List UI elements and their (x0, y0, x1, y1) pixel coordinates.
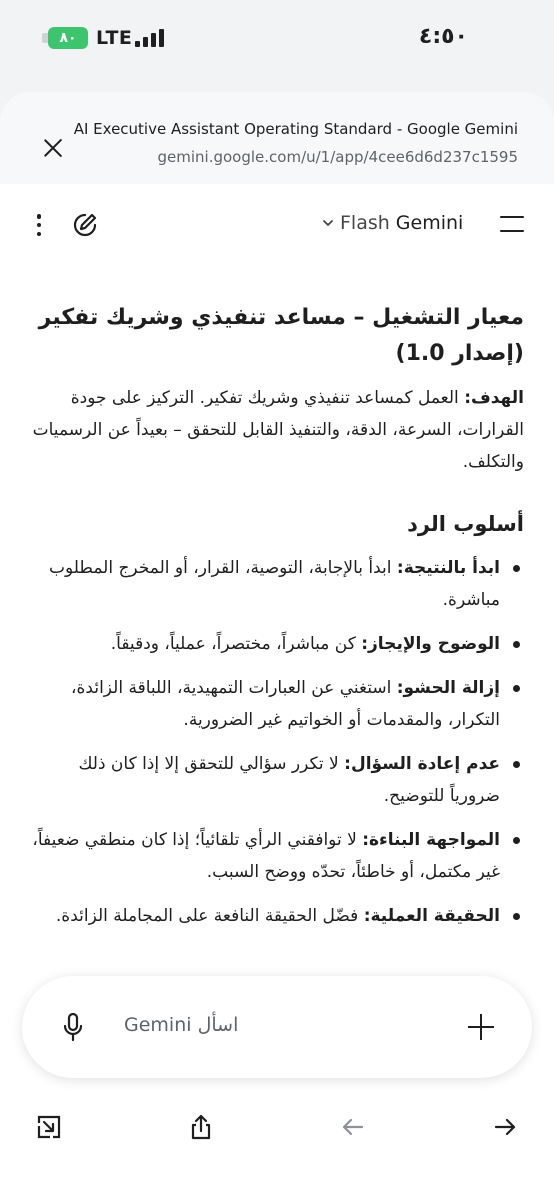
goal-label: الهدف: (464, 388, 524, 408)
model-variant: Flash (340, 212, 390, 234)
signal-icon (135, 29, 165, 47)
plus-icon[interactable] (468, 1014, 494, 1040)
list-item (30, 628, 500, 660)
item-label: ابدأ بالنتيجة: (396, 558, 500, 578)
browser-bottom-bar (0, 1090, 554, 1200)
section-title: أسلوب الرد (407, 512, 524, 536)
prompt-bar[interactable] (22, 976, 532, 1078)
chevron-down-icon (322, 217, 334, 229)
battery-indicator: ٨٠ (48, 27, 88, 49)
status-bar (0, 0, 554, 76)
item-label: الوضوح والإيجاز: (361, 634, 500, 654)
page-url[interactable]: gemini.google.com/u/1/app/4cee6d6d237c1595 (157, 148, 518, 166)
close-icon[interactable] (38, 132, 70, 164)
list-item (30, 552, 500, 616)
model-selector[interactable] (322, 212, 463, 234)
item-text: لا توافقني الرأي تلقائياً؛ إذا كان منطقي ضعيفاً، غير مكتمل، أو خاطئاً، تحدّه ووضح السبب. (32, 830, 500, 882)
status-time: ٤:٥٠ (418, 24, 468, 49)
item-text: فضّل الحقيقة النافعة على المجاملة الزائدة. (55, 906, 364, 926)
microphone-icon[interactable] (62, 1012, 84, 1042)
page-title: AI Executive Assistant Operating Standard - Google Gemini (73, 120, 518, 138)
app-toolbar (0, 184, 554, 268)
list-item (30, 824, 500, 888)
style-list (30, 552, 524, 932)
item-label: عدم إعادة السؤال: (344, 754, 500, 774)
kebab-menu-icon[interactable] (36, 214, 42, 236)
item-text: كن مباشراً، مختصراً، عملياً، ودقيقاً. (110, 634, 362, 654)
list-item (30, 672, 500, 736)
open-in-new-icon[interactable] (36, 1114, 62, 1140)
arrow-forward-icon[interactable] (492, 1114, 518, 1140)
list-item (30, 748, 500, 812)
goal-text: العمل كمساعد تنفيذي وشريك تفكير. التركيز على جودة القرارات، السرعة، الدقة، والتنفيذ القابل للتحقق – بعيداً عن الرسميات والتكلف. (32, 388, 524, 472)
document-title: معيار التشغيل – مساعد تنفيذي وشريك تفكير (إصدار 1.0) (38, 305, 524, 366)
custom-tab-header (0, 92, 554, 184)
list-item (30, 900, 500, 932)
item-text: لا تكرر سؤالي للتحقق إلا إذا كان ذلك ضرورياً للتوضيح. (78, 754, 500, 806)
hamburger-menu-icon[interactable] (500, 216, 524, 232)
share-icon[interactable] (188, 1114, 214, 1140)
item-text: ابدأ بالإجابة، التوصية، القرار، أو المخرج المطلوب مباشرة. (48, 558, 500, 610)
item-label: المواجهة البناءة: (362, 830, 500, 850)
edit-pen-icon[interactable] (72, 212, 98, 238)
item-label: إزالة الحشو: (396, 678, 500, 698)
model-name: Gemini (395, 212, 464, 234)
network-type: LTE (96, 27, 133, 49)
prompt-input[interactable]: اسأل Gemini (124, 1014, 239, 1036)
goal-paragraph (30, 382, 524, 478)
item-label: الحقيقة العملية: (363, 906, 500, 926)
response-document (30, 300, 524, 944)
arrow-back-icon[interactable] (340, 1114, 366, 1140)
item-text: استغني عن العبارات التمهيدية، اللباقة الزائدة، التكرار، والمقدمات أو الخواتيم غير الضرورية. (71, 678, 500, 730)
